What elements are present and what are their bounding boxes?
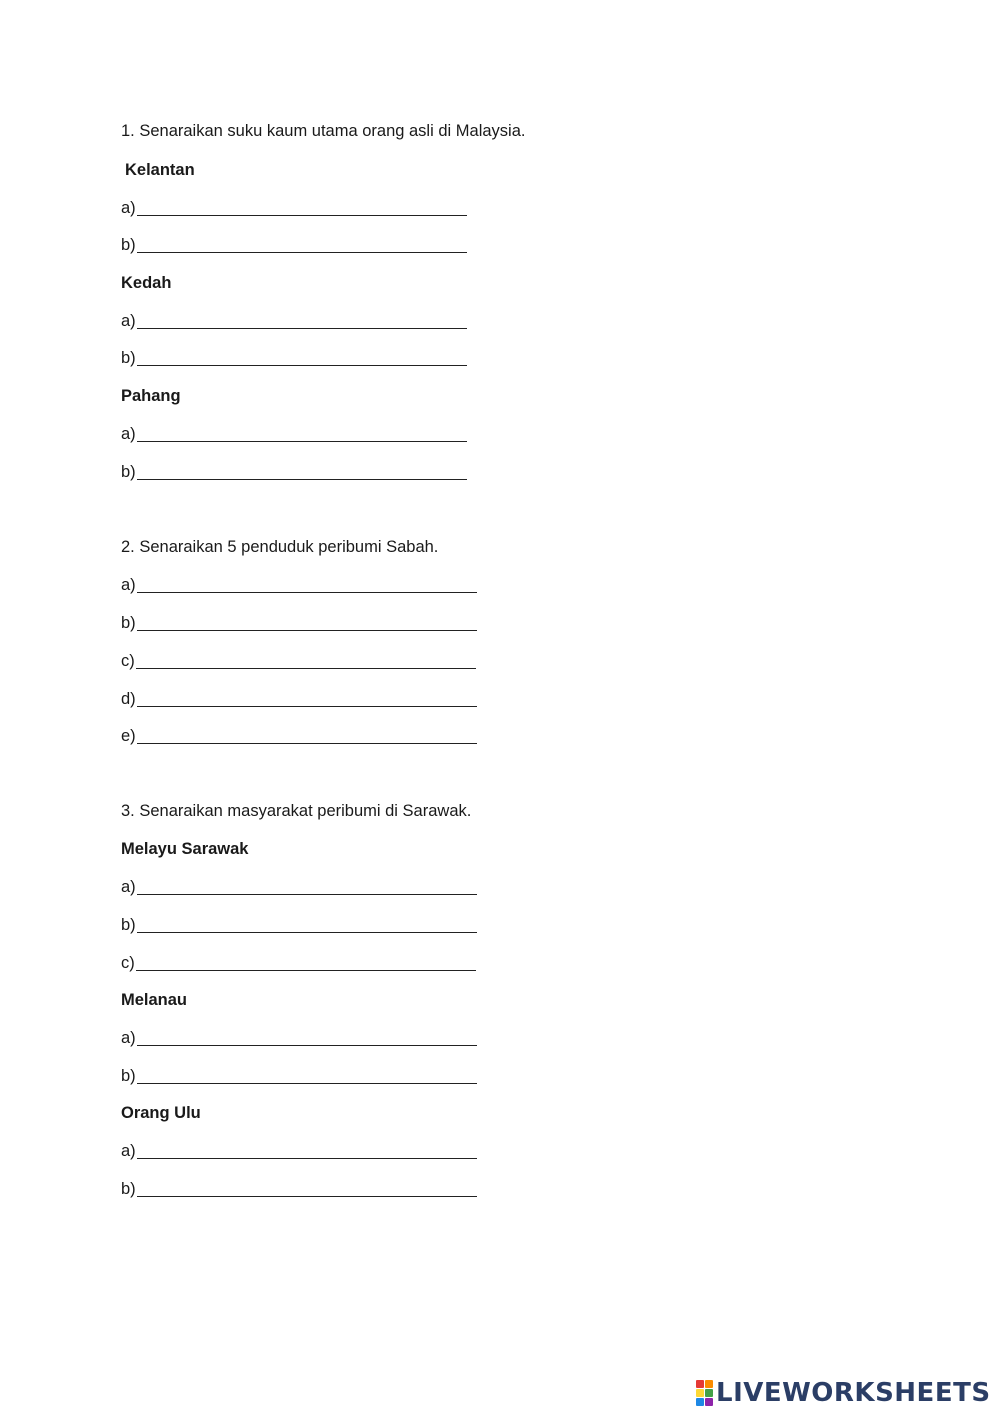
answer-blank[interactable] (137, 592, 477, 593)
answer-blank[interactable] (137, 441, 467, 442)
answer-label: a) (121, 425, 136, 443)
answer-label: b) (121, 614, 136, 632)
answer-label: a) (121, 878, 136, 896)
answer-label: a) (121, 199, 136, 217)
answer-line[interactable] (121, 1066, 477, 1086)
question-3-title: 3. Senaraikan masyarakat peribumi di Sarawak. (121, 802, 472, 820)
answer-line[interactable] (121, 575, 477, 595)
answer-label: b) (121, 236, 136, 254)
answer-label: e) (121, 727, 136, 745)
answer-line[interactable] (121, 235, 467, 255)
answer-blank[interactable] (137, 706, 477, 707)
answer-label: b) (121, 1180, 136, 1198)
answer-label: b) (121, 916, 136, 934)
answer-blank[interactable] (137, 365, 467, 366)
answer-line[interactable] (121, 424, 467, 444)
answer-line[interactable] (121, 348, 467, 368)
answer-line[interactable] (121, 689, 477, 709)
logo-blocks-icon (696, 1380, 713, 1406)
answer-blank[interactable] (137, 743, 477, 744)
group-heading-kelantan: Kelantan (125, 161, 195, 179)
answer-label: d) (121, 690, 136, 708)
answer-line[interactable] (121, 877, 477, 897)
answer-blank[interactable] (137, 252, 467, 253)
group-heading-orang-ulu: Orang Ulu (121, 1104, 201, 1122)
question-1-title: 1. Senaraikan suku kaum utama orang asli di Malaysia. (121, 122, 526, 140)
answer-blank[interactable] (137, 215, 467, 216)
answer-blank[interactable] (137, 932, 477, 933)
answer-label: b) (121, 1067, 136, 1085)
answer-blank[interactable] (136, 970, 476, 971)
answer-label: b) (121, 349, 136, 367)
answer-line[interactable] (121, 651, 476, 671)
answer-blank[interactable] (137, 479, 467, 480)
group-heading-melanau: Melanau (121, 991, 188, 1009)
answer-blank[interactable] (136, 668, 476, 669)
answer-line[interactable] (121, 1141, 477, 1161)
answer-label: b) (121, 463, 136, 481)
answer-blank[interactable] (137, 1045, 477, 1046)
answer-blank[interactable] (137, 1196, 477, 1197)
answer-blank[interactable] (137, 328, 467, 329)
liveworksheets-logo (696, 1378, 991, 1408)
answer-label: a) (121, 576, 136, 594)
answer-line[interactable] (121, 311, 467, 331)
brand-name: LIVEWORKSHEETS (716, 1378, 991, 1408)
group-heading-melayu-sarawak: Melayu Sarawak (121, 840, 249, 858)
question-2-title: 2. Senaraikan 5 penduduk peribumi Sabah. (121, 538, 439, 556)
answer-blank[interactable] (137, 1158, 477, 1159)
answer-line[interactable] (121, 462, 467, 482)
answer-blank[interactable] (137, 630, 477, 631)
answer-line[interactable] (121, 915, 477, 935)
answer-line[interactable] (121, 1028, 477, 1048)
answer-label: c) (121, 652, 135, 670)
answer-label: c) (121, 954, 135, 972)
answer-blank[interactable] (137, 1083, 477, 1084)
answer-label: a) (121, 1029, 136, 1047)
answer-label: a) (121, 312, 136, 330)
group-heading-pahang: Pahang (121, 387, 181, 405)
answer-label: a) (121, 1142, 136, 1160)
answer-line[interactable] (121, 613, 477, 633)
answer-blank[interactable] (137, 894, 477, 895)
answer-line[interactable] (121, 198, 467, 218)
answer-line[interactable] (121, 726, 477, 746)
answer-line[interactable] (121, 1179, 477, 1199)
answer-line[interactable] (121, 953, 476, 973)
group-heading-kedah: Kedah (121, 274, 172, 292)
